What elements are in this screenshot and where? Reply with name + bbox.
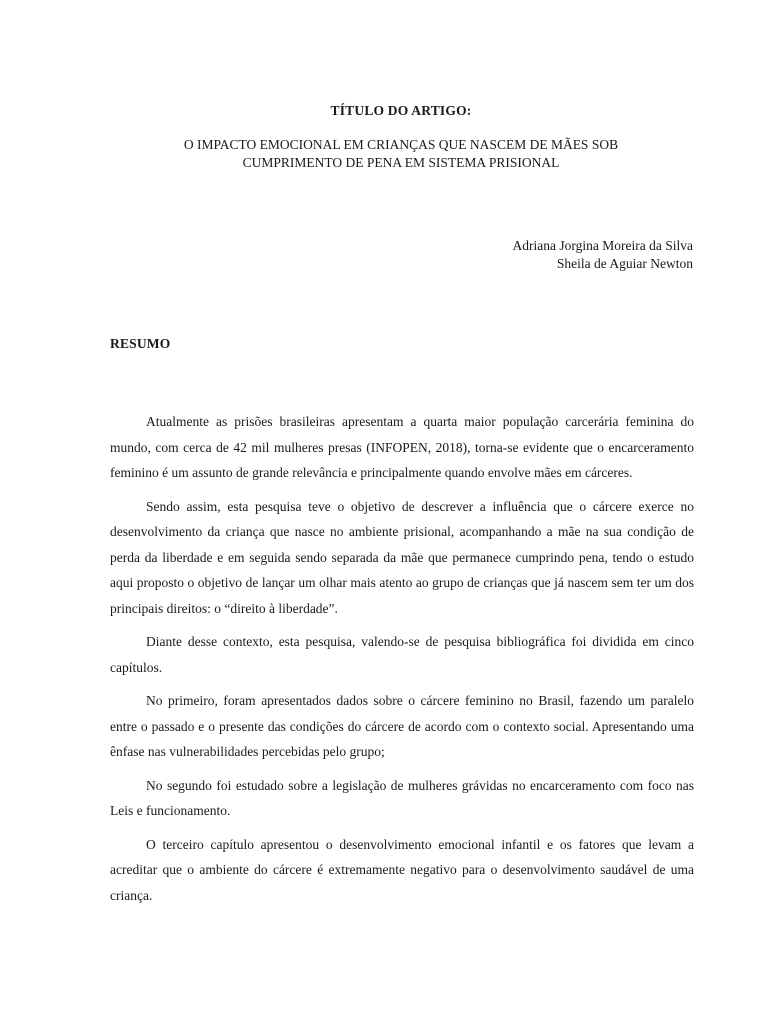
article-title-line: O IMPACTO EMOCIONAL EM CRIANÇAS QUE NASCEM DE MÃES SOB (183, 137, 619, 152)
author-name: Adriana Jorgina Moreira da Silva (512, 238, 693, 253)
article-title (0, 136, 768, 172)
abstract-paragraph: O terceiro capítulo apresentou o desenvolvimento emocional infantil e os fatores que levam a acreditar que o ambiente do cárcere é extremamente negativo para o desenvolvimento saudável de uma criança. (110, 836, 694, 903)
abstract-paragraph: No segundo foi estudado sobre a legislação de mulheres grávidas no encarceramento com foco nas Leis e funcionamento. (110, 777, 694, 818)
abstract-paragraph: Atualmente as prisões brasileiras apresentam a quarta maior população carcerária feminina do mundo, com cerca de 42 mil mulheres presas (INFOPEN, 2018), torna-se evidente que o encarceramento feminino é um assunto de grande relevância e principalmente quando envolve mães em cárceres. (110, 414, 694, 480)
article-title-line: CUMPRIMENTO DE PENA EM SISTEMA PRISIONAL (242, 155, 560, 170)
abstract-paragraph: Sendo assim, esta pesquisa teve o objetivo de descrever a influência que o cárcere exerce no desenvolvimento da criança que nasce no ambiente prisional, acompanhando a mãe na sua condição de perda da liberdade e em seguida sendo separada da mãe que permanece cumprindo pena, tendo o estudo aqui proposto o objetivo de lançar um olhar mais atento ao grupo de crianças que já nascem sem ter um dos principais direitos: o “direito à liberdade”. (110, 498, 694, 616)
author-list (513, 237, 693, 273)
abstract-paragraph: Diante desse contexto, esta pesquisa, valendo-se de pesquisa bibliográfica foi dividida em cinco capítulos. (110, 634, 694, 675)
document-label: TÍTULO DO ARTIGO: (330, 103, 472, 118)
section-heading-resumo: RESUMO (110, 336, 171, 351)
abstract-paragraph: No primeiro, foram apresentados dados sobre o cárcere feminino no Brasil, fazendo um paralelo entre o passado e o presente das condições do cárcere de acordo com o contexto social. Apresentando uma ênfase nas vulnerabilidades percebidas pelo grupo; (110, 693, 694, 759)
abstract-body (110, 409, 694, 916)
author-name: Sheila de Aguiar Newton (556, 256, 693, 271)
